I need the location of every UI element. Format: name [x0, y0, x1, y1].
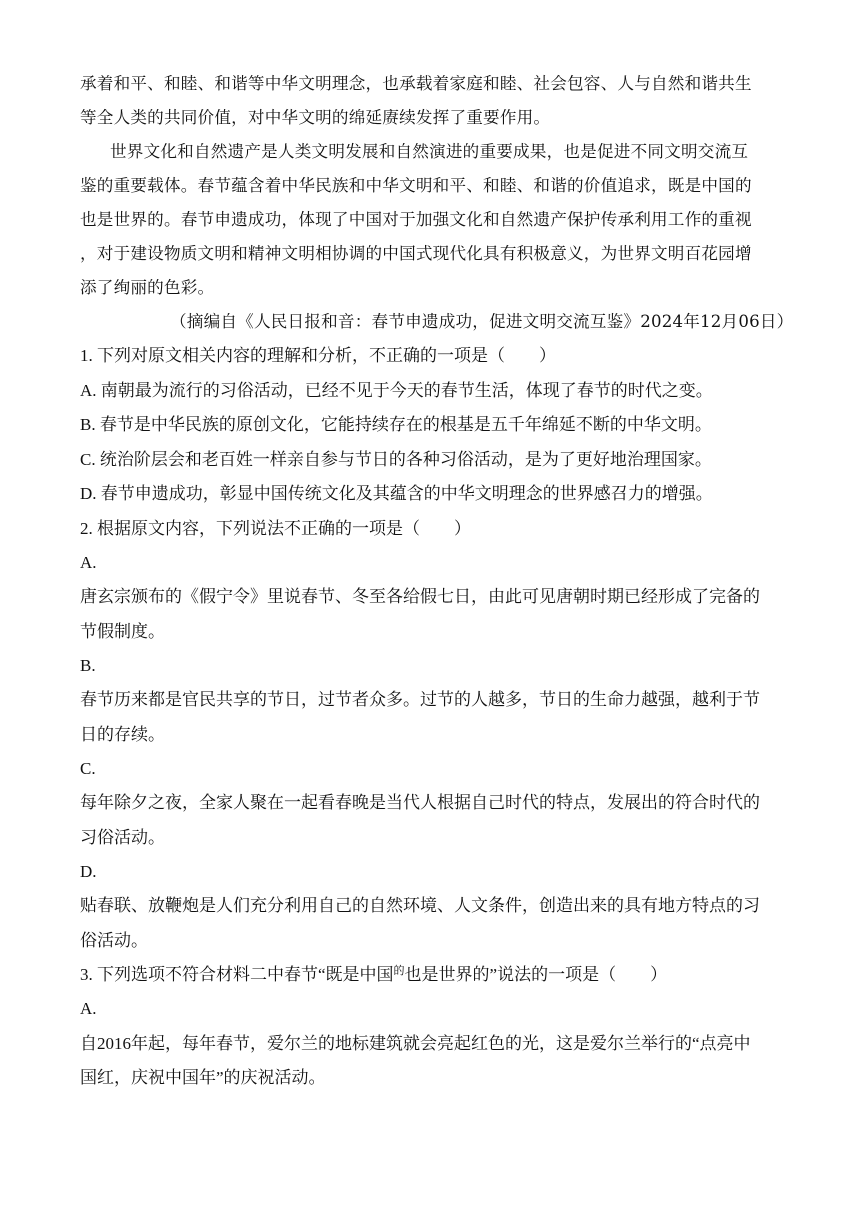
passage-text: 承着和平、和睦、和谐等中华文明理念，也承载着家庭和睦、社会包容、人与自然和谐共生	[80, 74, 752, 93]
question-2-option-c-text: 每年除夕之夜，全家人聚在一起看春晚是当代人根据自己时代的特点，发展出的符合时代的	[80, 793, 760, 812]
question-1-option-d: D. 春节申遗成功，彰显中国传统文化及其蕴含的中华文明理念的世界感召力的增强。	[80, 484, 713, 503]
question-3-option-a-text: 自2016年起，每年春节，爱尔兰的地标建筑就会亮起红色的光，这是爱尔兰举行的“点亮中	[80, 1034, 751, 1053]
question-3-stem-part: 也是世界的”说法的一项是（ ）	[404, 965, 668, 984]
question-2-option-a-text: 唐玄宗颁布的《假宁令》里说春节、冬至各给假七日，由此可见唐朝时期已经形成了完备的	[80, 587, 760, 606]
question-1-option-b: B. 春节是中华民族的原创文化，它能持续存在的根基是五千年绵延不断的中华文明。	[80, 415, 712, 434]
question-3-stem	[80, 964, 667, 988]
question-2-option-b-text: 春节历来都是官民共享的节日，过节者众多。过节的人越多，节日的生命力越强，越利于节	[80, 690, 760, 709]
source-citation: （摘编自《人民日报和音：春节申遗成功，促进文明交流互鉴》2024年12月06日）	[170, 312, 794, 331]
question-2-option-b-text: 日的存续。	[80, 725, 165, 744]
passage-text: 添了绚丽的色彩。	[80, 278, 215, 297]
question-3-stem-part: 3. 下列选项不符合材料二中春节“既是中国	[80, 965, 394, 984]
passage-text: ，对于建设物质文明和精神文明相协调的中国式现代化具有积极意义，为世界文明百花园增	[80, 244, 752, 263]
passage-text: 等全人类的共同价值，对中华文明的绵延赓续发挥了重要作用。	[80, 108, 551, 127]
question-3-option-a-label: A.	[80, 999, 97, 1018]
question-2-option-a-text: 节假制度。	[80, 622, 165, 641]
question-2-option-a-label: A.	[80, 553, 97, 572]
question-2-option-b-label: B.	[80, 656, 96, 675]
question-2-stem: 2. 根据原文内容，下列说法不正确的一项是（ ）	[80, 519, 471, 538]
question-2-option-d-text: 贴春联、放鞭炮是人们充分利用自己的自然环境、人文条件，创造出来的具有地方特点的习	[80, 896, 760, 915]
passage-text: 鉴的重要载体。春节蕴含着中华民族和中华文明和平、和睦、和谐的价值追求，既是中国的	[80, 176, 752, 195]
question-1-option-a: A. 南朝最为流行的习俗活动，已经不见于今天的春节生活，体现了春节的时代之变。	[80, 381, 713, 400]
question-2-option-c-label: C.	[80, 759, 96, 778]
passage-text: 世界文化和自然遗产是人类文明发展和自然演进的重要成果，也是促进不同文明交流互	[110, 142, 749, 161]
question-3-option-a-text: 国红，庆祝中国年”的庆祝活动。	[80, 1068, 326, 1087]
question-1-option-c: C. 统治阶层会和老百姓一样亲自参与节日的各种习俗活动，是为了更好地治理国家。	[80, 450, 712, 469]
question-2-option-d-label: D.	[80, 862, 97, 881]
question-2-option-c-text: 习俗活动。	[80, 828, 165, 847]
passage-text: 也是世界的。春节申遗成功，体现了中国对于加强文化和自然遗产保护传承利用工作的重视	[80, 210, 752, 229]
question-1-stem: 1. 下列对原文相关内容的理解和分析，不正确的一项是（ ）	[80, 346, 556, 365]
question-3-stem-superscript: 的	[393, 965, 405, 977]
question-2-option-d-text: 俗活动。	[80, 931, 148, 950]
